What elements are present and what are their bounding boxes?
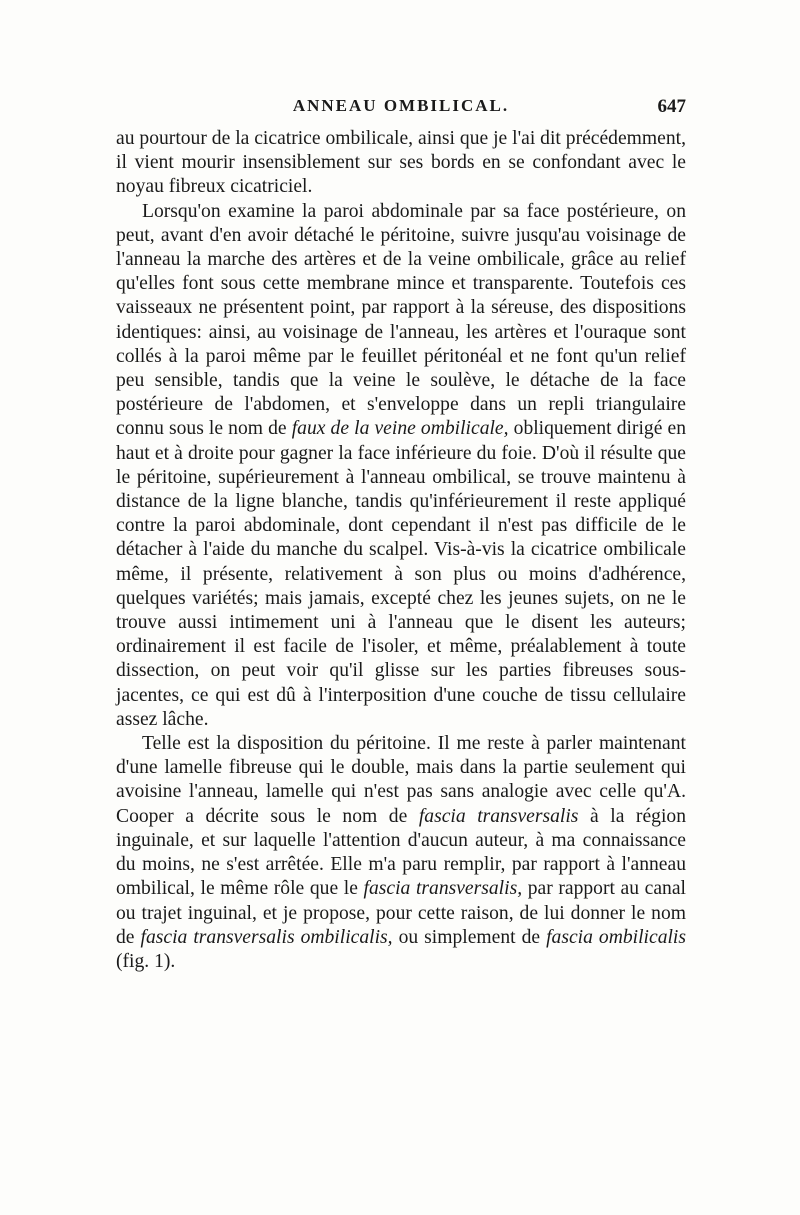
paragraph-2-italic: faux de la veine ombilicale,	[291, 418, 509, 440]
paragraph-3-italic-2: fascia transversalis,	[363, 878, 523, 900]
paragraph-1	[116, 127, 686, 200]
text-block	[116, 127, 686, 974]
paragraph-3-text-c: par rapport au canal ou trajet inguinal, et je propose, pour cette raison, de lui donner le nom de	[116, 878, 686, 948]
running-title: ANNEAU OMBILICAL.	[292, 96, 510, 115]
paragraph-2-text-a: Lorsqu'on examine la paroi abdominale par sa face postérieure, on peut, avant d'en avoir détaché le péritoine, suivre jusqu'au voisinage de l'anneau la marche des artères et de la veine ombilicale, grâce au relief qu'elles font sous cette membrane mince et transparente. Toutefois ces vaisseaux ne présentent point, par rapport à la séreuse, des dispositions identiques: ainsi, au voisinage de l'anneau, les artères et l'ouraque sont collés à la paroi même par le feuillet péritonéal et ne font qu'un relief peu sensible, tandis que la veine le soulève, le détache de la face postérieure de l'abdomen, et s'enveloppe dans un repli triangulaire connu sous le nom de	[116, 200, 686, 440]
paragraph-3-text-b: à la région inguinale, et sur laquelle l'attention d'aucun auteur, à ma connaissance du moins, ne s'est arrêtée. Elle m'a paru remplir, par rapport à l'anneau ombilical, le même rôle que le	[116, 805, 686, 900]
paragraph-3-italic-3: fascia transversalis ombilicalis,	[140, 926, 393, 948]
page-number: 647	[657, 96, 686, 117]
paragraph-2-text-b: obliquement dirigé en haut et à droite pour gagner la face inférieure du foie. D'où il résulte que le péritoine, supérieurement à l'anneau ombilical, se trouve maintenu à distance de la ligne blanche, tandis qu'inférieurement il reste appliqué contre la paroi abdominale, dont cependant il n'est pas difficile de le détacher à l'aide du manche du scalpel. Vis-à-vis la cicatrice ombilicale même, il présente, relativement à son plus ou moins d'adhérence, quelques variétés; mais jamais, excepté chez les jeunes sujets, on ne le trouve aussi intimement uni à l'anneau que le disent les auteurs; ordinairement il est facile de l'isoler, et même, préalablement à toute dissection, on peut voir qu'il glisse sur les parties fibreuses sous-jacentes, ce qui est dû à l'interposition d'une couche de tissu cellulaire assez lâche.	[116, 418, 686, 730]
paragraph-3-text-e: (fig. 1).	[116, 950, 176, 972]
paragraph-3-italic-1: fascia transversalis	[418, 805, 579, 827]
paragraph-3-text-d: ou simplement de	[398, 926, 541, 948]
paragraph-1-text: au pourtour de la cicatrice ombilicale, ainsi que je l'ai dit précédemment, il vient mourir insensiblement sur ses bords en se confondant avec le noyau fibreux cicatriciel.	[116, 128, 686, 198]
paragraph-3-text-a: Telle est la disposition du péritoine. Il me reste à parler maintenant d'une lamelle fibreuse qui le double, mais dans la partie seulement qui avoisine l'anneau, lamelle qui n'est pas sans analogie avec celle qu'A. Cooper a décrite sous le nom de	[116, 733, 686, 827]
paragraph-2	[116, 200, 686, 732]
running-head	[116, 96, 686, 126]
paragraph-3-italic-4: fascia ombilicalis	[546, 926, 686, 948]
paragraph-3	[116, 732, 686, 974]
